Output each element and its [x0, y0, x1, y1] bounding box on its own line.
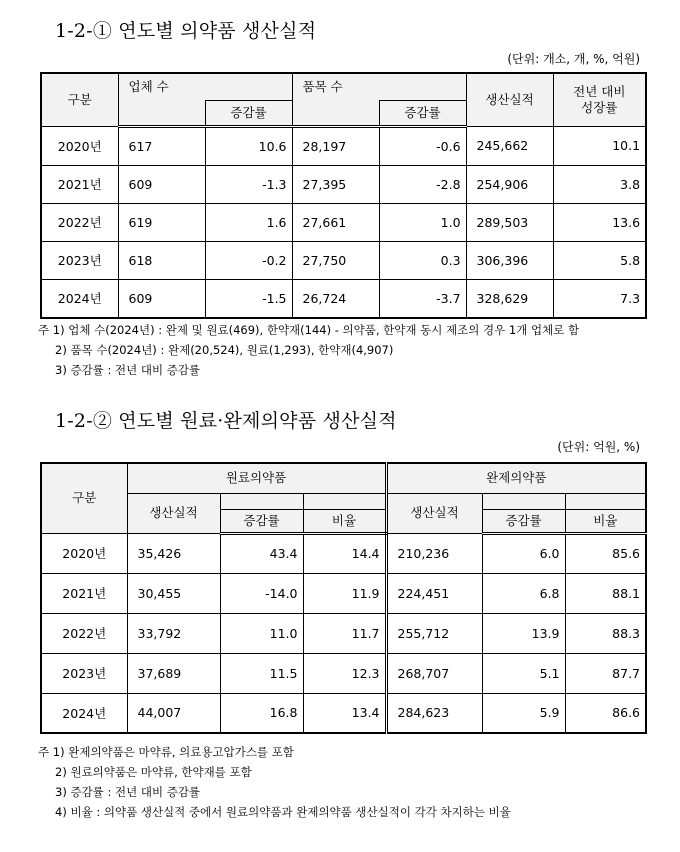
- row-companies-change: 1.6: [205, 203, 292, 241]
- header-companies-spacer: [118, 100, 205, 126]
- row-production: 245,662: [466, 126, 553, 165]
- row-fin-production: 255,712: [386, 613, 482, 653]
- header-category: 구분: [41, 463, 127, 533]
- header-raw-ratio: 비율: [303, 509, 386, 533]
- section2-notes: [38, 742, 511, 822]
- header-raw-change-top: [220, 493, 303, 509]
- row-companies: 609: [118, 279, 205, 318]
- header-fin-ratio: 비율: [565, 509, 646, 533]
- row-items: 27,395: [292, 165, 379, 203]
- header-fin-change-top: [482, 493, 565, 509]
- row-items-change: 0.3: [379, 241, 466, 279]
- row-fin-ratio: 88.3: [565, 613, 646, 653]
- row-fin-ratio: 87.7: [565, 653, 646, 693]
- row-year: 2024년: [41, 693, 127, 733]
- header-growth-line1: 전년 대비: [573, 84, 626, 100]
- section1-note-3: 3) 증감률 : 전년 대비 증감률: [55, 363, 201, 377]
- row-items-change: -2.8: [379, 165, 466, 203]
- row-fin-ratio: 86.6: [565, 693, 646, 733]
- header-items-spacer: [292, 100, 379, 126]
- row-items: 26,724: [292, 279, 379, 318]
- raw-finished-table: [40, 462, 647, 734]
- row-year: 2023년: [41, 653, 127, 693]
- row-companies: 619: [118, 203, 205, 241]
- table-row: [41, 241, 646, 279]
- row-items: 27,661: [292, 203, 379, 241]
- row-raw-change: -14.0: [220, 573, 303, 613]
- header-items: 품목 수: [292, 73, 466, 100]
- header-finished: 완제의약품: [386, 463, 646, 493]
- header-raw-change: 증감률: [220, 509, 303, 533]
- table-row: [41, 533, 646, 573]
- row-raw-production: 44,007: [127, 693, 220, 733]
- row-fin-ratio: 85.6: [565, 533, 646, 573]
- row-fin-production: 284,623: [386, 693, 482, 733]
- header-growth: [553, 73, 646, 126]
- table-row: [41, 279, 646, 318]
- section1-title: 1-2-① 연도별 의약품 생산실적: [55, 20, 317, 42]
- row-year: 2023년: [41, 241, 118, 279]
- row-items-change: -0.6: [379, 126, 466, 165]
- row-items-change: 1.0: [379, 203, 466, 241]
- section2-unit: (단위: 억원, %): [557, 440, 640, 454]
- row-fin-production: 268,707: [386, 653, 482, 693]
- row-companies-change: -1.5: [205, 279, 292, 318]
- row-production: 254,906: [466, 165, 553, 203]
- row-year: 2020년: [41, 126, 118, 165]
- header-raw-ratio-top: [303, 493, 386, 509]
- row-growth: 10.1: [553, 126, 646, 165]
- row-companies: 609: [118, 165, 205, 203]
- table-row: [41, 126, 646, 165]
- production-table: [40, 72, 647, 319]
- row-companies-change: 10.6: [205, 126, 292, 165]
- section1-notes: [38, 320, 579, 380]
- section1-note-2: 2) 품목 수(2024년) : 완제(20,524), 원료(1,293), 한약재(4,907): [55, 343, 394, 357]
- row-raw-production: 35,426: [127, 533, 220, 573]
- row-raw-ratio: 14.4: [303, 533, 386, 573]
- row-raw-ratio: 11.9: [303, 573, 386, 613]
- row-fin-change: 13.9: [482, 613, 565, 653]
- section2-title: 1-2-② 연도별 원료·완제의약품 생산실적: [55, 410, 397, 432]
- header-fin-change: 증감률: [482, 509, 565, 533]
- header-companies-change: 증감률: [205, 100, 292, 126]
- row-fin-change: 6.8: [482, 573, 565, 613]
- header-companies: 업체 수: [118, 73, 292, 100]
- section2-note-4: 4) 비율 : 의약품 생산실적 중에서 원료의약품과 완제의약품 생산실적이 각각 차지하는 비율: [55, 805, 511, 819]
- row-raw-production: 37,689: [127, 653, 220, 693]
- table-row: [41, 165, 646, 203]
- row-raw-change: 43.4: [220, 533, 303, 573]
- row-companies: 618: [118, 241, 205, 279]
- header-raw: 원료의약품: [127, 463, 386, 493]
- header-raw-production: 생산실적: [127, 493, 220, 533]
- row-fin-change: 5.9: [482, 693, 565, 733]
- header-items-change: 증감률: [379, 100, 466, 126]
- section1-note-1: 주 1) 업체 수(2024년) : 완제 및 원료(469), 한약재(144) - 의약품, 한약재 동시 제조의 경우 1개 업체로 함: [38, 323, 580, 337]
- row-items: 27,750: [292, 241, 379, 279]
- row-year: 2022년: [41, 613, 127, 653]
- section1-unit: (단위: 개소, 개, %, 억원): [507, 52, 640, 66]
- row-raw-ratio: 11.7: [303, 613, 386, 653]
- row-production: 328,629: [466, 279, 553, 318]
- table-row: [41, 573, 646, 613]
- row-year: 2024년: [41, 279, 118, 318]
- row-raw-change: 16.8: [220, 693, 303, 733]
- row-fin-ratio: 88.1: [565, 573, 646, 613]
- table-row: [41, 693, 646, 733]
- row-production: 306,396: [466, 241, 553, 279]
- section2-note-3: 3) 증감률 : 전년 대비 증감률: [55, 785, 201, 799]
- section2-note-1: 주 1) 완제의약품은 마약류, 의료용고압가스를 포함: [38, 745, 294, 759]
- row-companies: 617: [118, 126, 205, 165]
- row-raw-change: 11.5: [220, 653, 303, 693]
- section2-note-2: 2) 원료의약품은 마약류, 한약재를 포함: [55, 765, 252, 779]
- row-year: 2022년: [41, 203, 118, 241]
- row-fin-change: 5.1: [482, 653, 565, 693]
- table-row: [41, 203, 646, 241]
- header-fin-ratio-top: [565, 493, 646, 509]
- row-items: 28,197: [292, 126, 379, 165]
- header-fin-production: 생산실적: [386, 493, 482, 533]
- row-raw-ratio: 12.3: [303, 653, 386, 693]
- row-raw-production: 33,792: [127, 613, 220, 653]
- row-raw-production: 30,455: [127, 573, 220, 613]
- header-growth-line2: 성장률: [581, 99, 618, 115]
- row-fin-production: 210,236: [386, 533, 482, 573]
- table-row: [41, 613, 646, 653]
- row-items-change: -3.7: [379, 279, 466, 318]
- row-raw-ratio: 13.4: [303, 693, 386, 733]
- row-year: 2020년: [41, 533, 127, 573]
- row-growth: 13.6: [553, 203, 646, 241]
- row-year: 2021년: [41, 573, 127, 613]
- row-raw-change: 11.0: [220, 613, 303, 653]
- row-growth: 7.3: [553, 279, 646, 318]
- row-year: 2021년: [41, 165, 118, 203]
- row-fin-production: 224,451: [386, 573, 482, 613]
- row-fin-change: 6.0: [482, 533, 565, 573]
- row-companies-change: -0.2: [205, 241, 292, 279]
- header-category: 구분: [41, 73, 118, 126]
- row-production: 289,503: [466, 203, 553, 241]
- row-growth: 3.8: [553, 165, 646, 203]
- header-production: 생산실적: [466, 73, 553, 126]
- row-companies-change: -1.3: [205, 165, 292, 203]
- table-row: [41, 653, 646, 693]
- row-growth: 5.8: [553, 241, 646, 279]
